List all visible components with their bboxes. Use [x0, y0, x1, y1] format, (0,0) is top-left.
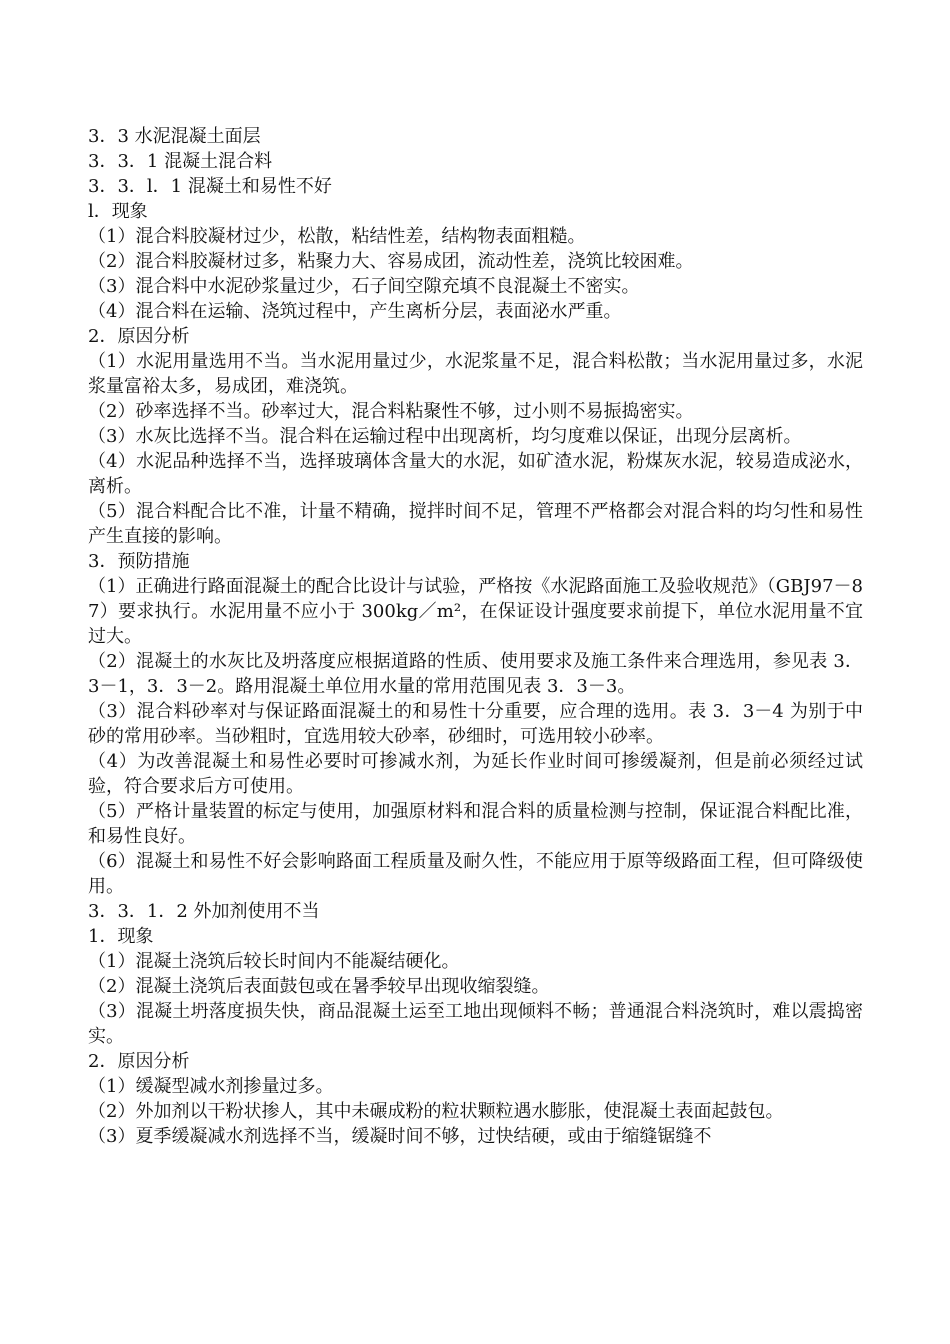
- subsection-heading: 3．3．1 混凝土混合料: [88, 151, 273, 172]
- paragraph: （4）混合料在运输、浇筑过程中，产生离析分层，表面泌水严重。: [88, 301, 622, 322]
- paragraph: （1）混合料胶凝材过少，松散，粘结性差，结构物表面粗糙。: [88, 226, 586, 247]
- item-heading: l．现象: [88, 201, 148, 222]
- subsection-heading: 3．3．1．2 外加剂使用不当: [88, 901, 320, 922]
- paragraph: （5）严格计量装置的标定与使用，加强原材料和混合料的质量检测与控制，保证混合料配比准，和易性良好。: [88, 801, 863, 847]
- section-heading: 3．3 水泥混凝土面层: [88, 126, 261, 147]
- item-heading: 3．预防措施: [88, 551, 190, 572]
- paragraph: （2）外加剂以干粉状掺人，其中未碾成粉的粒状颗粒遇水膨胀，使混凝土表面起鼓包。: [88, 1101, 784, 1122]
- document-body: [88, 124, 863, 1149]
- paragraph: （1）缓凝型减水剂掺量过多。: [88, 1076, 334, 1097]
- paragraph: （2）砂率选择不当。砂率过大，混合料粘聚性不够，过小则不易振捣密实。: [88, 401, 694, 422]
- subsection-heading: 3．3．l．1 混凝土和易性不好: [88, 176, 332, 197]
- paragraph: （5）混合料配合比不准，计量不精确，搅拌时间不足，管理不严格都会对混合料的均匀性和易性产生直接的影响。: [88, 501, 863, 547]
- paragraph: （1）水泥用量选用不当。当水泥用量过少，水泥浆量不足，混合料松散；当水泥用量过多，水泥浆量富裕太多，易成团，难浇筑。: [88, 351, 863, 397]
- paragraph: （4）为改善混凝土和易性必要时可掺减水剂，为延长作业时间可掺缓凝剂，但是前必须经过试验，符合要求后方可使用。: [88, 751, 863, 797]
- paragraph: （4）水泥品种选择不当，选择玻璃体含量大的水泥，如矿渣水泥，粉煤灰水泥，较易造成泌水，离析。: [88, 451, 863, 497]
- paragraph: （2）混合料胶凝材过多，粘聚力大、容易成团，流动性差，浇筑比较困难。: [88, 251, 694, 272]
- paragraph: （1）混凝土浇筑后较长时间内不能凝结硬化。: [88, 951, 460, 972]
- paragraph: （3）夏季缓凝减水剂选择不当，缓凝时间不够，过快结硬，或由于缩缝锯缝不: [88, 1126, 712, 1147]
- paragraph: （2）混凝土浇筑后表面鼓包或在暑季较早出现收缩裂缝。: [88, 976, 550, 997]
- paragraph: （3）水灰比选择不当。混合料在运输过程中出现离析，均匀度难以保证，出现分层离析。: [88, 426, 802, 447]
- paragraph: （1）正确进行路面混凝土的配合比设计与试验，严格按《水泥路面施工及验收规范》（GBJ97－87）要求执行。水泥用量不应小于 300kg／m²，在保证设计强度要求前提下，单位水泥用量不宜过大。: [88, 576, 863, 647]
- paragraph: （2）混凝土的水灰比及坍落度应根据道路的性质、使用要求及施工条件来合理选用，参见表 3．3－1，3．3－2。路用混凝土单位用水量的常用范围见表 3．3－3。: [88, 651, 863, 697]
- item-heading: 1．现象: [88, 926, 154, 947]
- paragraph: （3）混凝土坍落度损失快，商品混凝土运至工地出现倾料不畅；普通混合料浇筑时，难以震捣密实。: [88, 1001, 863, 1047]
- item-heading: 2．原因分析: [88, 326, 190, 347]
- paragraph: （6）混凝土和易性不好会影响路面工程质量及耐久性，不能应用于原等级路面工程，但可降级使用。: [88, 851, 863, 897]
- paragraph: （3）混合料中水泥砂浆量过少，石子间空隙充填不良混凝土不密实。: [88, 276, 640, 297]
- item-heading: 2．原因分析: [88, 1051, 190, 1072]
- paragraph: （3）混合料砂率对与保证路面混凝土的和易性十分重要，应合理的选用。表 3．3－4 为别于中砂的常用砂率。当砂粗时，宜选用较大砂率，砂细时，可选用较小砂率。: [88, 701, 863, 747]
